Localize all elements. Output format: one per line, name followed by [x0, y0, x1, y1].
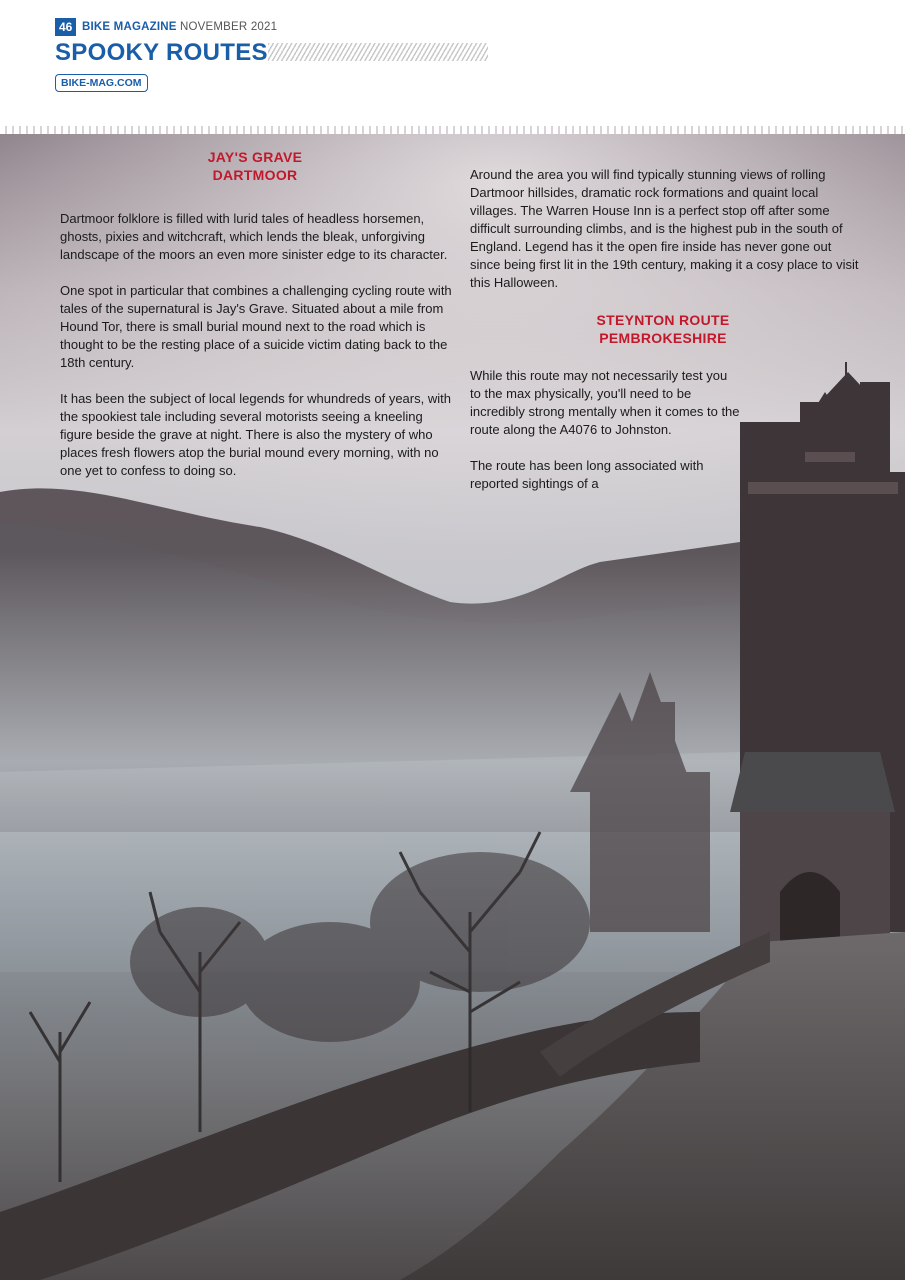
decorative-hatch [268, 43, 488, 61]
article-column-left [60, 210, 452, 498]
magazine-name: BIKE MAGAZINE [82, 21, 177, 33]
running-head [82, 19, 277, 35]
paragraph: One spot in particular that combines a challenging cycling route with tales of the supernatural is Jay's Grave. Situated about a mile from Hound Tor, there is small burial mound next to the road which is thought to be the resting place of a suicide victim dating back to the 18th century. [60, 283, 452, 370]
website-badge[interactable]: BIKE-MAG.COM [55, 74, 148, 92]
heading-line: JAY'S GRAVE [207, 149, 303, 165]
paragraph: While this route may not necessarily test you to the max physically, you'll need to be incredibly strong mentally when it comes to the route along the A4076 to Johnston. [470, 368, 740, 437]
torn-edge [0, 126, 905, 134]
issue-date: NOVEMBER 2021 [180, 21, 278, 33]
section-title: SPOOKY ROUTES [55, 39, 268, 66]
section-heading-steynton [548, 311, 778, 347]
paragraph: Dartmoor folklore is filled with lurid tales of headless horsemen, ghosts, pixies and witchcraft, which lends the bleak, unforgiving landscape of the moors an even more sinister edge to its character. [60, 211, 448, 262]
heading-line: DARTMOOR [212, 167, 298, 183]
article-column-right [470, 166, 862, 310]
section-heading-jays-grave [140, 148, 370, 184]
page-number: 46 [55, 18, 76, 36]
paragraph: It has been the subject of local legends for whundreds of years, with the spookiest tale including several motorists seeing a kneeling figure beside the grave at night. There is also the mystery of who places fresh flowers atop the burial mound every morning, with no one yet to confess to doing so. [60, 391, 451, 478]
paragraph: Around the area you will find typically stunning views of rolling Dartmoor hillsides, dramatic rock formations and quaint local villages. The Warren House Inn is a perfect stop off after some difficult surrounding climbs, and is the highest pub in the south of England. Legend has it the open fire inside has never gone out since being first lit in the 19th century, making it a cosy place to visit this Halloween. [470, 167, 859, 290]
heading-line: PEMBROKESHIRE [599, 330, 727, 346]
heading-line: STEYNTON ROUTE [596, 312, 730, 328]
article-column-right-lower [470, 367, 740, 511]
paragraph: The route has been long associated with reported sightings of a [470, 458, 704, 491]
page-header [0, 0, 905, 132]
